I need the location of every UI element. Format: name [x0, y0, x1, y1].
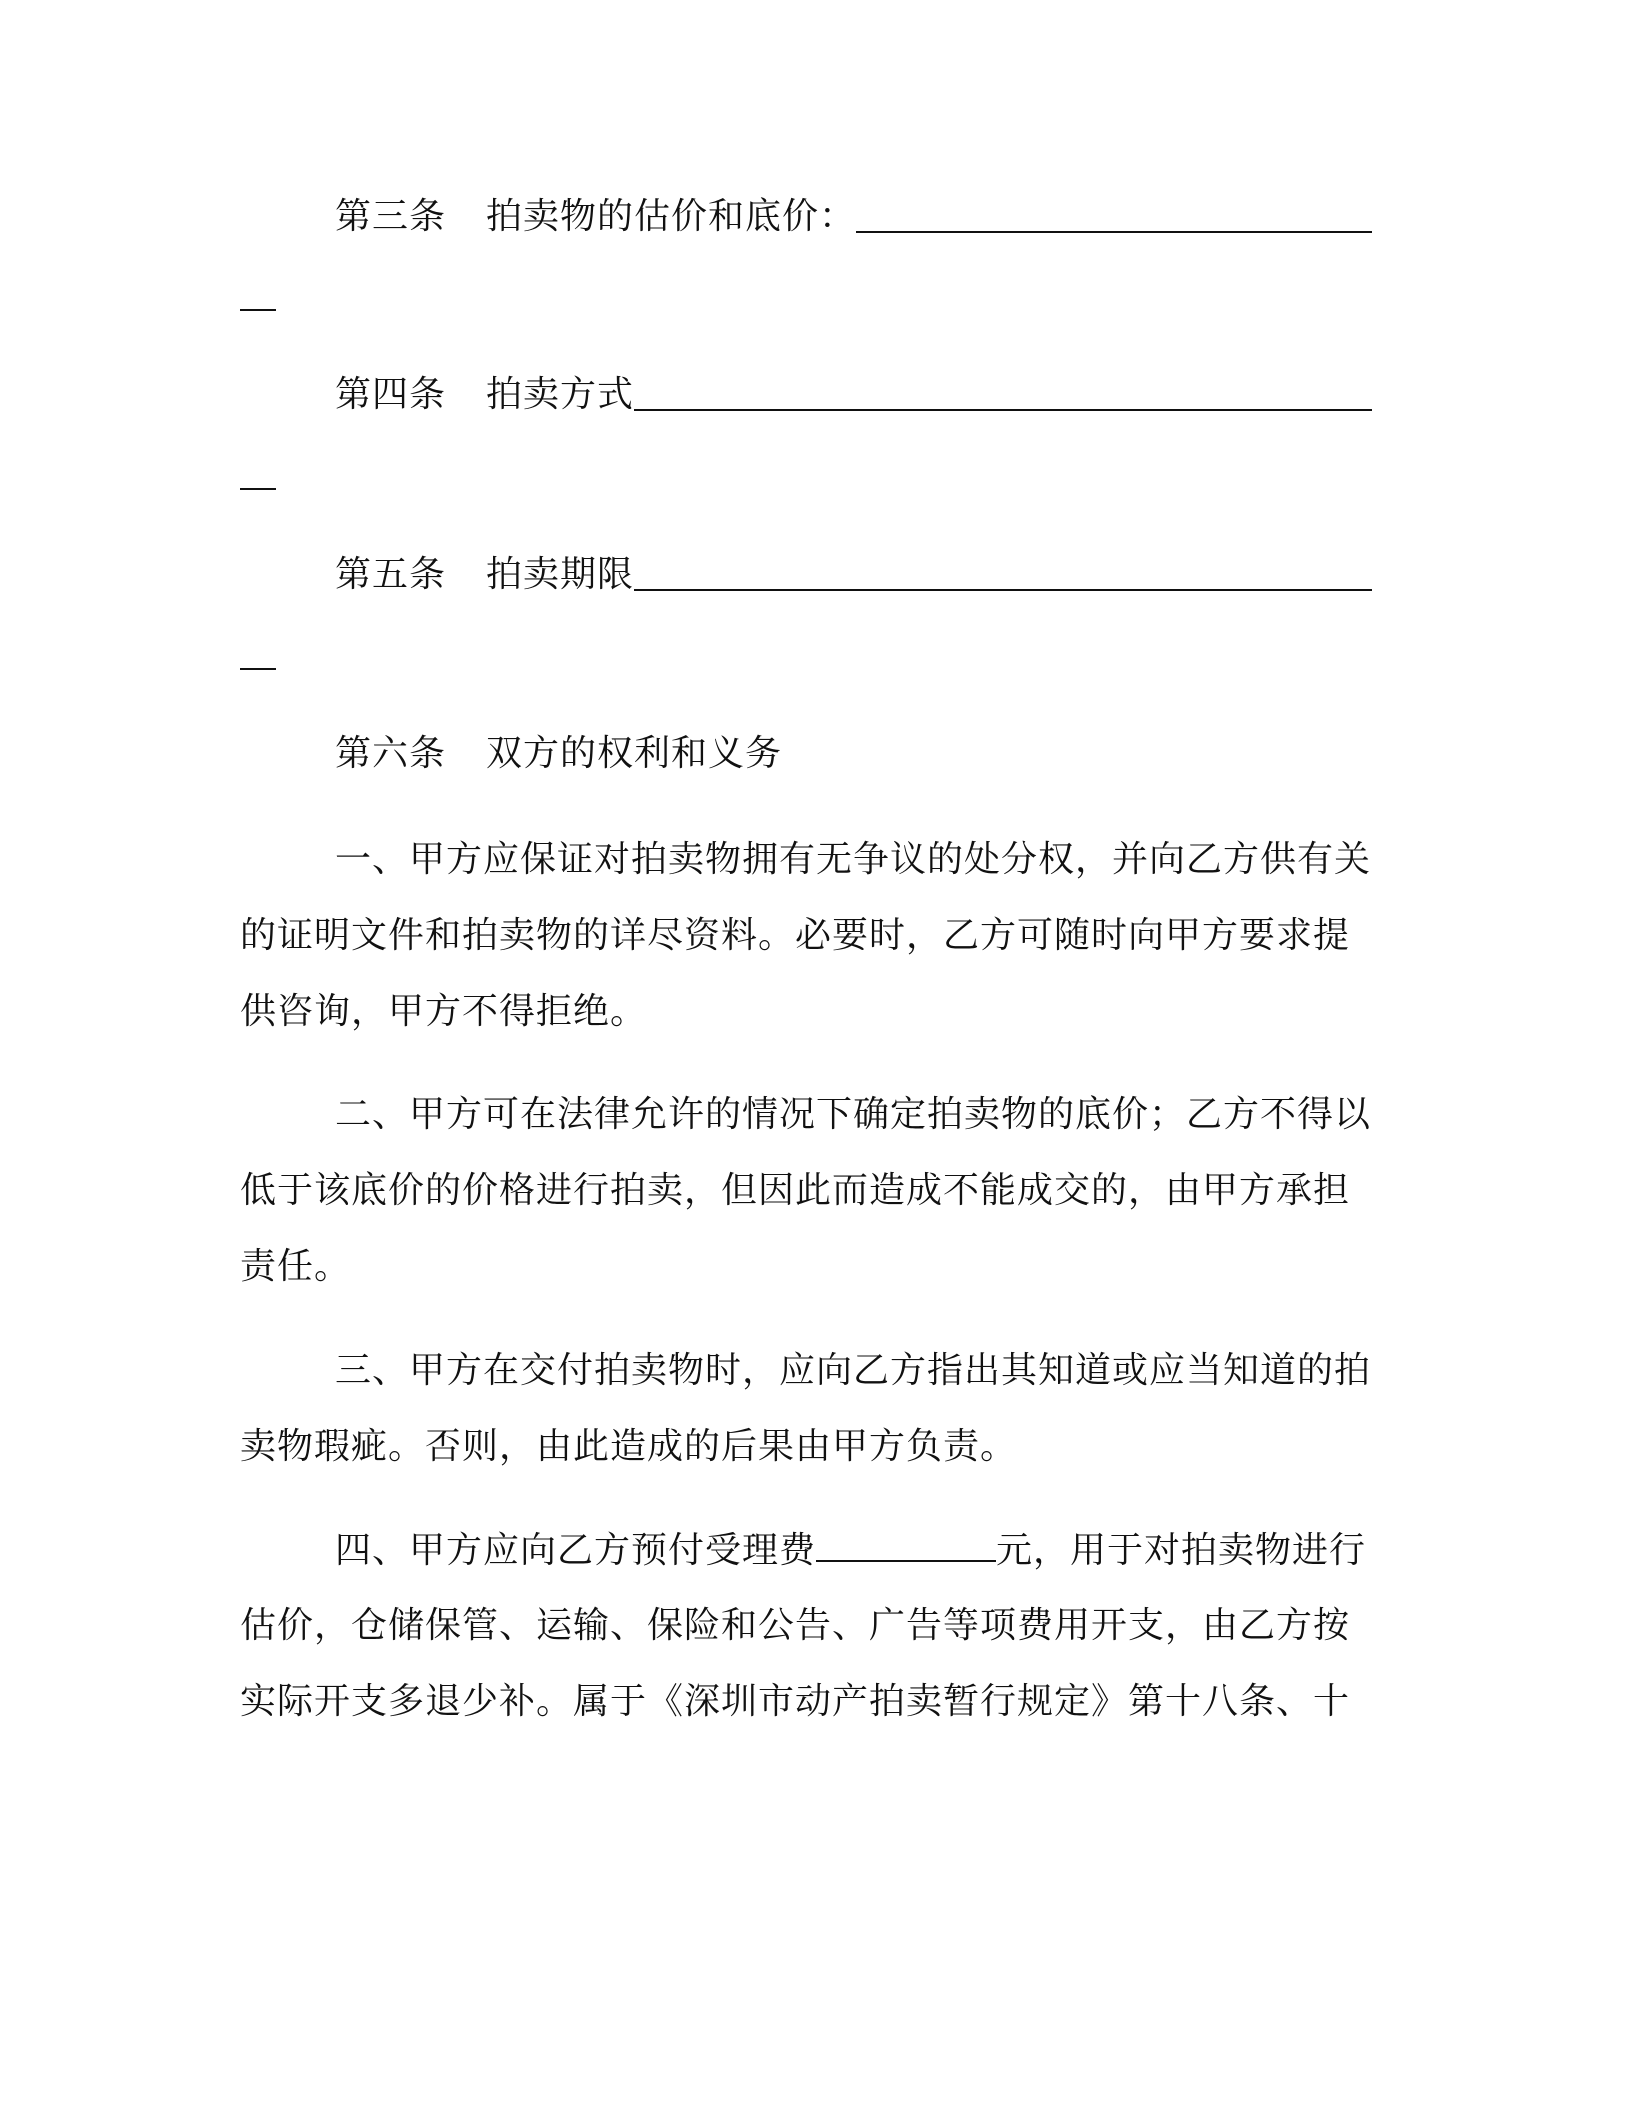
article-6-title: 双方的权利和义务	[486, 733, 783, 774]
article-4-title: 拍卖方式	[486, 374, 635, 415]
clause-4-line-2: 估价，仓储保管、运输、保险和公告、广告等项费用开支，由乙方按	[240, 1605, 1351, 1646]
article-5-title: 拍卖期限	[486, 554, 635, 595]
clause-2-line-3: 责任。	[240, 1246, 352, 1287]
clause-3-line-2: 卖物瑕疵。否则，由此造成的后果由甲方负责。	[240, 1426, 1018, 1467]
article-3-continuation-dash	[240, 309, 276, 311]
article-3	[335, 195, 1372, 239]
clause-1-line-2: 的证明文件和拍卖物的详尽资料。必要时，乙方可随时向甲方要求提	[240, 915, 1351, 956]
clause-1-line-3: 供咨询，甲方不得拒绝。	[240, 991, 648, 1032]
clause-1-line-1: 一、甲方应保证对拍卖物拥有无争议的处分权，并向乙方供有关	[335, 839, 1372, 880]
article-4-fill-line	[634, 409, 1372, 411]
article-5	[335, 553, 1372, 597]
article-4-continuation-dash	[240, 488, 276, 490]
article-5-fill-line	[634, 589, 1372, 591]
fee-amount-blank	[816, 1528, 996, 1562]
article-3-number: 第三条	[335, 196, 447, 237]
article-3-fill-line	[856, 231, 1372, 233]
clause-4-line-3: 实际开支多退少补。属于《深圳市动产拍卖暂行规定》第十八条、十	[240, 1681, 1351, 1722]
article-4	[335, 373, 1372, 417]
clause-4-line-1	[335, 1528, 1366, 1573]
clause-4-line-1-after: 元，用于对拍卖物进行	[996, 1530, 1367, 1571]
article-6-number: 第六条	[335, 733, 447, 774]
article-5-continuation-dash	[240, 668, 276, 670]
article-5-number: 第五条	[335, 554, 447, 595]
clause-4-line-1-before: 四、甲方应向乙方预付受理费	[335, 1530, 817, 1571]
clause-3-line-1: 三、甲方在交付拍卖物时，应向乙方指出其知道或应当知道的拍	[335, 1350, 1372, 1391]
article-4-number: 第四条	[335, 374, 447, 415]
article-3-title: 拍卖物的估价和底价：	[486, 196, 857, 237]
clause-2-line-1: 二、甲方可在法律允许的情况下确定拍卖物的底价；乙方不得以	[335, 1094, 1372, 1135]
clause-2-line-2: 低于该底价的价格进行拍卖，但因此而造成不能成交的，由甲方承担	[240, 1170, 1351, 1211]
article-6	[335, 732, 1372, 776]
